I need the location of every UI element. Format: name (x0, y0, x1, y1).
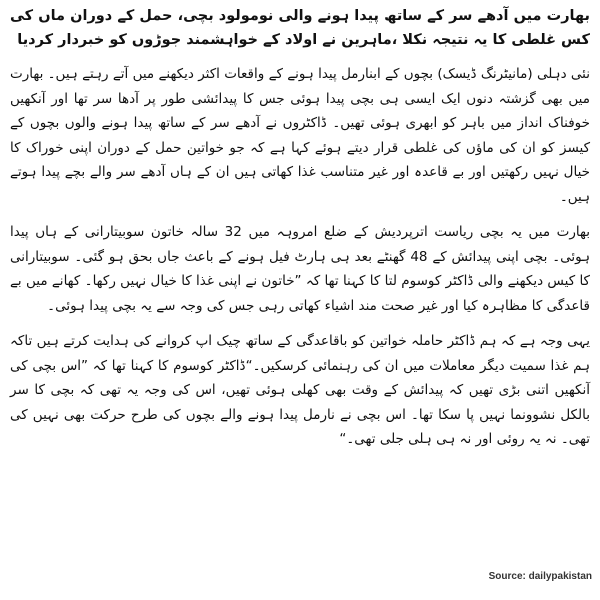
article-paragraph: بھارت میں یہ بچی ریاست اترپردیش کے ضلع امروہہ میں 32 سالہ خاتون سوبیتارانی کے ہاں پیدا ہوئی۔ بچی اپنی پیدائش کے 48 گھنٹے بعد ہی ہارٹ فیل ہونے کے باعث جاں بحق ہو گئی۔ سوبیتارانی کا کیس دیکھنے والی ڈاکٹر کوسوم لتا کا کہنا تھا کہ ”خاتون نے اپنی غذا کا خیال نہیں رکھا۔ کھانے میں بے قاعدگی کا مظاہرہ کیا اور غیر صحت مند اشیاء کھاتی رہی جس کی وجہ سے یہ بچی پیدا ہوئی۔ (10, 224, 590, 314)
article-paragraph: یہی وجہ ہے کہ ہم ڈاکٹر حاملہ خواتین کو باقاعدگی کے ساتھ چیک اپ کروانے کی ہدایت کرتے ہیں تاکہ ہم غذا سمیت دیگر معاملات میں ان کی رہنمائی کرسکیں۔“ڈاکٹر کوسوم کا کہنا تھا کہ ”اس بچی کی آنکھیں اتنی بڑی تھیں کہ پیدائش کے وقت بھی کھلی ہوئی تھیں، اس کی وجہ یہ تھی کہ بچی کا سر بالکل نشوونما نہیں پا سکا تھا۔ اس بچی نے نارمل پیدا ہونے والے بچوں کی طرح حرکت بھی نہیں کی تھی۔ نہ یہ روئی اور نہ ہی ہلی جلی تھی۔“ (10, 333, 590, 447)
article-headline: بھارت میں آدھے سر کے ساتھ پیدا ہونے والی نومولود بچی، حمل کے دوران ماں کی کس غلطی کا یہ نتیجہ نکلا ،ماہرین نے اولاد کے خواہشمند جوڑوں کو خبردار کردیا (10, 8, 590, 48)
article-paragraph: نئی دہلی (مانیٹرنگ ڈیسک) بچوں کے ابنارمل پیدا ہونے کے واقعات اکثر دیکھنے میں آتے رہتے ہیں۔ بھارت میں بھی گزشتہ دنوں ایک ایسی ہی بچی پیدا ہوئی جس کا پیدائشی طور پر آدھا سر تھا اور آنکھیں خوفناک انداز میں باہر کو ابھری ہوئی تھیں۔ ڈاکٹروں نے آدھے سر کے ساتھ پیدا ہونے والوں بچوں کے کیسز کو ان کی ماؤں کی غلطی قرار دیتے ہوئے کہا ہے کہ جو خواتین حمل کے دوران اپنی خوراک کا خیال نہیں رکھتیں اور بے قاعدہ اور غیر متناسب غذا کھاتی ہیں ان کے ہاں آدھے سر والے بچے پیدا ہوتے ہیں۔ (10, 66, 590, 205)
source-credit: Source: dailypakistan (488, 571, 592, 582)
